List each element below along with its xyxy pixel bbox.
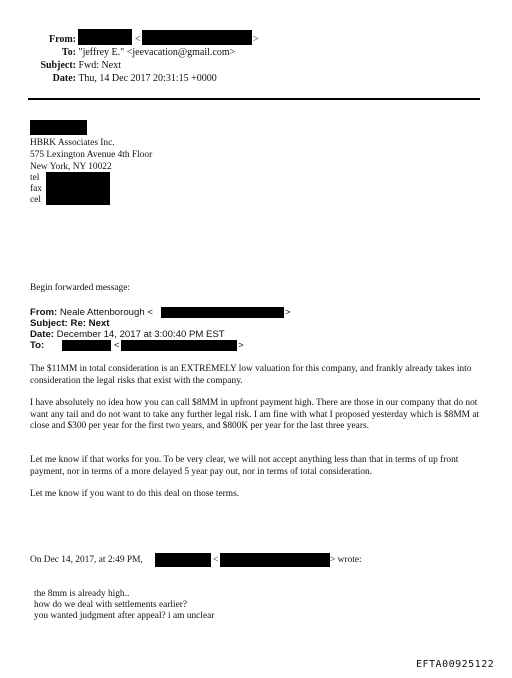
body-paragraph-3: Let me know if that works for you. To be very clear, we will not accept anything less than that in terms of up front payment, nor in terms of a more delayed 5 year pay out, nor in terms of total consideration. [30, 455, 459, 477]
header-date-label: Date: [52, 73, 76, 84]
forwarded-to-bracket-open: < [114, 340, 120, 351]
header-from-bracket-close: > [253, 34, 259, 45]
forwarded-date-row [30, 329, 225, 341]
forwarded-from-close: > [285, 307, 291, 318]
redacted-block [220, 553, 330, 567]
header-to-row [42, 47, 235, 59]
quote-line-3: you wanted judgment after appeal? i am unclear [34, 611, 215, 621]
forwarded-from-label: From: [30, 307, 58, 318]
bates-number: EFTA00925122 [416, 659, 495, 670]
forwarded-subject-row [30, 318, 109, 330]
redacted-block [142, 30, 252, 45]
header-subject-value: Fwd: Next [78, 60, 121, 71]
header-from-label: From: [48, 34, 76, 45]
redacted-block [78, 29, 132, 45]
forwarded-date-value: December 14, 2017 at 3:00:40 PM EST [56, 329, 225, 340]
forwarded-intro: Begin forwarded message: [30, 283, 130, 293]
body-paragraph-4: Let me know if you want to do this deal on those terms. [30, 489, 240, 499]
redacted-block [161, 307, 284, 318]
redacted-block [46, 172, 110, 205]
signature-cel-label: cel [30, 195, 41, 205]
quote-wrote: > wrote: [330, 555, 362, 565]
header-to-label: To: [61, 47, 76, 58]
header-divider [28, 98, 480, 100]
forwarded-date-label: Date: [30, 329, 54, 340]
forwarded-subject-value: Re: Next [70, 318, 110, 329]
quote-bracket-open: < [213, 555, 219, 565]
signature-tel-label: tel [30, 173, 40, 183]
redacted-block [121, 340, 237, 351]
forwarded-to-label: To: [30, 340, 45, 351]
body-paragraph-2: I have absolutely no idea how you can call $8MM in upfront payment high. There are those in our company that do not want any tail and do not want to take any further legal risk. I am fine with what I proposed yesterday which is $8MM at close and $300 per year for the first two years, and $800K per year for the last three years. [30, 398, 480, 432]
forwarded-subject-label: Subject: [30, 318, 68, 329]
header-from-bracket-open: < [135, 34, 141, 45]
header-subject-row [30, 60, 121, 72]
forwarded-to-row [30, 340, 44, 352]
header-date-row [42, 73, 217, 85]
signature-fax-label: fax [30, 184, 42, 194]
quote-line-1: the 8mm is already high.. [34, 589, 130, 599]
header-date-value: Thu, 14 Dec 2017 20:31:15 +0000 [78, 73, 217, 84]
signature-address-line1: 575 Lexington Avenue 4th Floor [30, 150, 153, 160]
body-paragraph-1: The $11MM in total consideration is an EXTREMELY low valuation for this company, and frankly already takes into consideration the legal risks that exist with the company. [30, 364, 472, 386]
quote-on-prefix: On Dec 14, 2017, at 2:49 PM, [30, 555, 143, 565]
quote-line-2: how do we deal with settlements earlier? [34, 600, 188, 610]
header-to-value: "jeffrey E." <jeevacation@gmail.com> [78, 47, 236, 58]
redacted-block [62, 340, 111, 351]
header-subject-label: Subject: [40, 60, 76, 71]
redacted-block [30, 120, 87, 135]
redacted-block [155, 553, 211, 567]
signature-address-line2: New York, NY 10022 [30, 162, 112, 172]
forwarded-from-value: Neale Attenborough < [59, 307, 153, 318]
header-from-row [42, 34, 76, 46]
forwarded-from-row [30, 307, 153, 319]
forwarded-to-bracket-close: > [238, 340, 244, 351]
signature-company: HBRK Associates Inc. [30, 138, 115, 148]
